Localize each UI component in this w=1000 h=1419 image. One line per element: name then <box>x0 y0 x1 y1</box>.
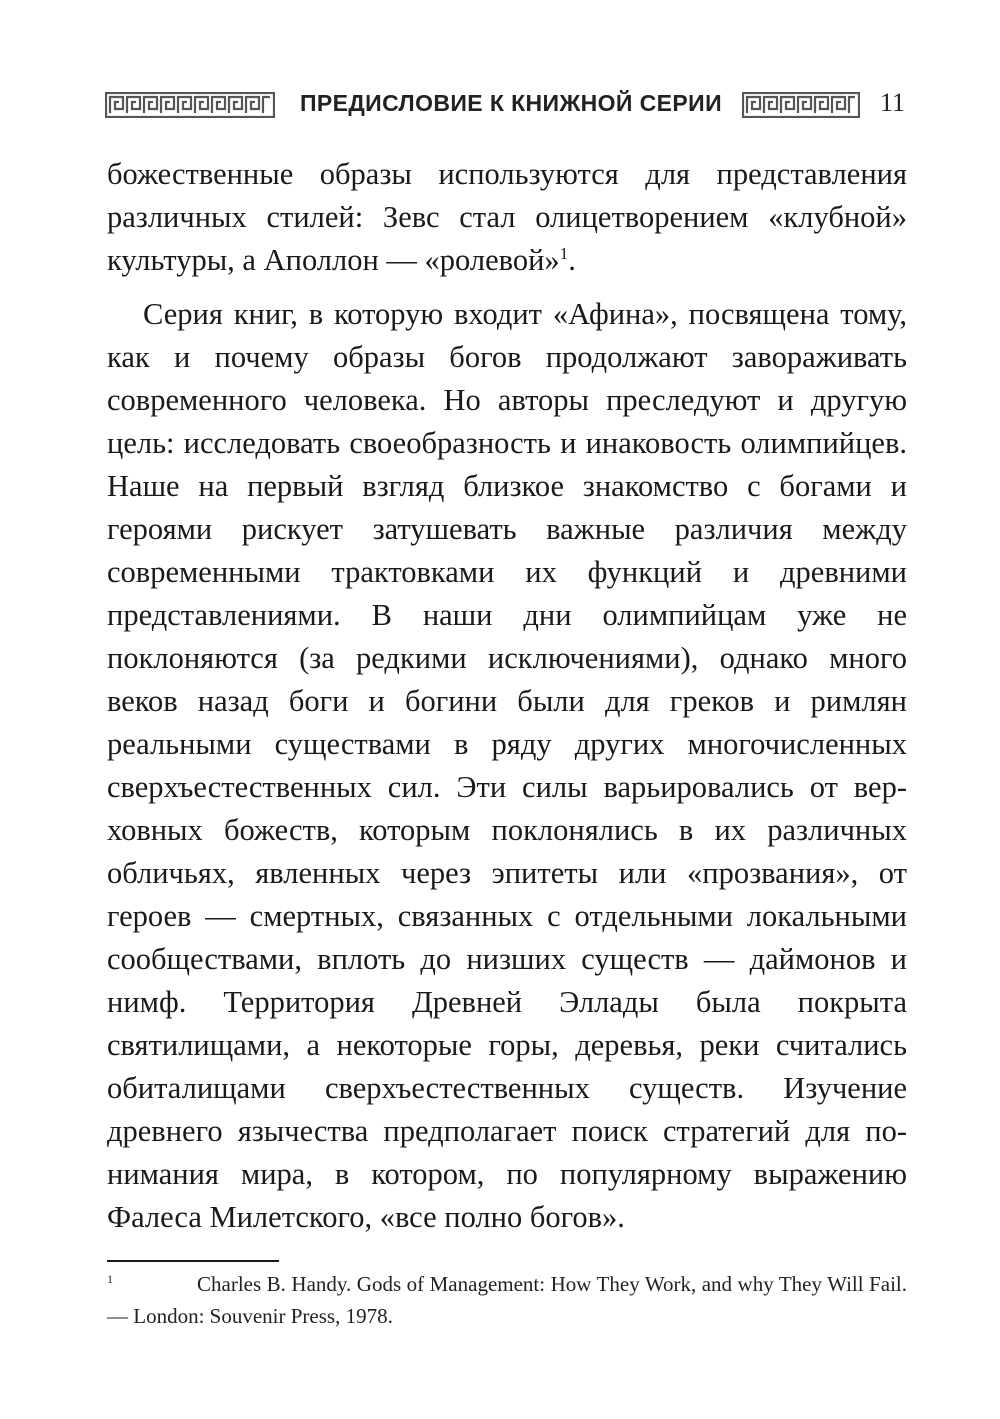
greek-meander-icon <box>105 92 275 118</box>
footnote-text: Charles B. Handy. Gods of Management: How They Work, and why They Will Fail. — London: Souvenir Press, 1978. <box>107 1272 907 1328</box>
page-number: 11 <box>879 88 905 117</box>
paragraph: Серия книг, в которую входит «Афина», посвящена тому, как и почему образы богов продолжают завораживать современного человека. Но авторы преследуют и другую цель: исследовать своеобразность и инаковость олимпийцев. Наше на первый взгляд близкое знакомство с богами и героями рискует затушевать важные различия между современными трактовками их функций и древними представлениями. В наши дни олимпийцам уже не поклоняются (за редкими исключениями), однако много веков назад боги и богини были для греков и римлян реальными существами в ряду других многочисленных сверхъестественных сил. Эти силы варьировались от верховных божеств, которым поклонялись в их различных обличьях, явленных через эпитеты или «прозвания», от героев — смертных, связанных с отдельными локальными сообществами, вплоть до низших существ — даймонов и нимф. Территория Древней Эллады была покрыта святилищами, а некоторые горы, деревья, реки считались обиталищами сверхъестественных существ. Изучение древнего язычества предполагает поиск стратегий для понимания мира, в котором, по популярному выражению Фалеса Милетского, «все полно богов». <box>107 297 907 1234</box>
paragraph-end: . <box>568 243 576 277</box>
footnote: 1 Charles B. Handy. Gods of Management: How They Work, and why They Will Fail. — London: Souvenir Press, 1978. <box>107 1272 907 1328</box>
main-text <box>107 153 907 1250</box>
footnote-reference[interactable]: 1 <box>559 243 569 263</box>
running-title: ПРЕДИСЛОВИЕ К КНИЖНОЙ СЕРИИ <box>299 90 723 116</box>
running-header <box>105 88 905 128</box>
paragraph-text: божественные образы используются для представления различных стилей: Зевс стал олицетворением «клубной» культуры, а Аполлон — «ролевой» <box>107 157 907 277</box>
footnote-divider <box>107 1260 279 1262</box>
paragraph-continuation <box>107 153 907 282</box>
greek-meander-icon <box>742 92 860 118</box>
